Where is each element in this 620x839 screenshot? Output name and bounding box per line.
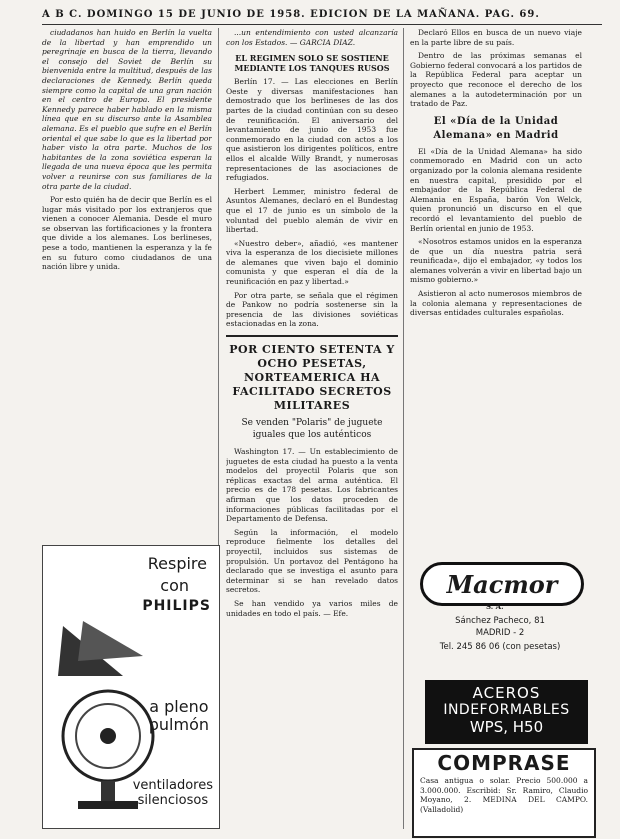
aceros-line-2: INDEFORMABLES bbox=[443, 702, 570, 718]
macmor-city: MADRID - 2 bbox=[475, 628, 525, 638]
ad-line-pleno-b: pulmón bbox=[148, 715, 209, 734]
divider bbox=[226, 335, 398, 337]
macmor-advertisement bbox=[410, 562, 590, 674]
macmor-logo: Macmor bbox=[420, 562, 584, 606]
comprase-advertisement bbox=[412, 748, 596, 838]
article-paragraph: Berlín 17. — Las elecciones en Berlín Oeste y diversas manifestaciones han demostrado que los berlineses de las dos partes de la ciudad continúan con su deseo de reunificación. El aniversario del levantamiento de junio de 1953 fue conmemorado en la ciudad con actos a los que asistieron los dirigentes políticos, entre ellos el alcalde Willy Brandt, y numerosas representaciones de las asociaciones de refugiados. bbox=[226, 77, 398, 183]
macmor-sa: S. A. bbox=[486, 602, 504, 611]
article-paragraph: Se han vendido ya varios miles de unidades en todo el país. — Efe. bbox=[226, 598, 398, 618]
article-paragraph: «Nosotros estamos unidos en la esperanza de que un día nuestra patria será reunificada», dijo el embajador, «y todos los alemanes volverán a vivir en libertad bajo un mismo gobierno.» bbox=[410, 237, 582, 285]
headline-dia-unidad: El «Día de la Unidad Alemana» en Madrid bbox=[433, 115, 559, 141]
article-paragraph: Asistieron al acto numerosos miembros de la colonia alemana y representaciones de diversas entidades culturales españolas. bbox=[410, 289, 582, 318]
headline-polaris: POR CIENTO SETENTA Y OCHO PESETAS, NORTEAMERICA HA FACILITADO SECRETOS MILITARES bbox=[229, 343, 395, 413]
ad-line-ventiladores bbox=[133, 778, 213, 808]
comprase-body: Casa antigua o solar. Precio 500.000 a 3.000.000. Escribid: Sr. Ramiro, Claudio Moyano, 2. MEDINA DEL CAMPO. (Valladolid) bbox=[420, 776, 588, 814]
macmor-address: Sánchez Pacheco, 81 bbox=[455, 616, 545, 626]
aceros-line-1: ACEROS bbox=[472, 684, 541, 702]
article-italic-text: ciudadanos han huido en Berlín la vuelta de la libertad y han emprendido un peregrinaje en busca de la tierra, llevando el consejo del Soviet de Berlín su bienvenida entre la multitud, después de las declaraciones de Kennedy. Berlín queda siempre como la capital de una gran nación en el centro de Europa. El presidente Kennedy parece haber hablado en la misma línea que en su discurso ante la Asamblea alemana. Es el pueblo que sufre en el Berlín oriental el que sabe lo que es la libertad por haber visto la otra parte. Muchos de los habitantes de la zona soviética esperan la llegada de una nueva época que les permita volver a reunirse con sus familiares de la otra parte de la ciudad. bbox=[42, 28, 212, 191]
aceros-line-3: WPS, H50 bbox=[469, 718, 544, 736]
column-1 bbox=[42, 28, 212, 539]
article-paragraph: Dentro de las próximas semanas el Gobierno federal convocará a los partidos de la República Federal para aceptar un proyecto que reconoce el derecho de los alemanes a la autodeterminación por un tratado de Paz. bbox=[410, 51, 582, 109]
article-italic-text: ...un entendimiento con usted alcanzaría con los Estados. — GARCIA DIAZ. bbox=[226, 28, 398, 47]
subheadline-polaris: Se venden "Polaris" de juguete iguales que los auténticos bbox=[241, 418, 383, 441]
headline-regimen: EL REGIMEN SOLO SE SOSTIENE MEDIANTE LOS TANQUES RUSOS bbox=[234, 53, 390, 74]
article-paragraph: El «Día de la Unidad Alemana» ha sido conmemorado en Madrid con un acto organizado por la colonia alemana residente en nuestra capital, presidido por el embajador de la República Federal de Alemania en España, barón Von Welck, quien pronunció un discurso en el que recordó el levantamiento del pueblo de Berlín oriental en junio de 1953. bbox=[410, 146, 582, 233]
article-paragraph: Según la información, el modelo reproduce fielmente los detalles del proyectil, incluidos sus sistemas de propulsión. Un portavoz del Pentágono ha declarado que se investiga el asunto para determinar si se han revelado datos secretos. bbox=[226, 527, 398, 595]
page-header: A B C. DOMINGO 15 DE JUNIO DE 1958. EDICION DE LA MAÑANA. PAG. 69. bbox=[42, 6, 602, 25]
ad-line-ventiladores-b: silenciosos bbox=[137, 793, 209, 808]
column-2 bbox=[226, 28, 398, 829]
ad-line-respire: Respire bbox=[147, 554, 207, 573]
article-paragraph: Por otra parte, se señala que el régimen de Pankow no podría sostenerse sin la presencia de las divisiones soviéticas estacionadas en la zona. bbox=[226, 290, 398, 329]
column-3 bbox=[410, 28, 582, 554]
article-paragraph: «Nuestro deber», añadió, «es mantener viva la esperanza de los diecisiete millones de alemanes que viven bajo el dominio comunista y que esperan el día de la reunificación en paz y libertad.» bbox=[226, 238, 398, 287]
article-paragraph: Por esto quién ha de decir que Berlín es el lugar más visitado por los extranjeros que vienen a conocer Alemania. Desde el muro se observan las fortificaciones y la frontera que divide a los alemanes. Los berlineses, pese a todo, mantienen la esperanza y la fe en su futuro como ciudadanos de una nación libre y unida. bbox=[42, 195, 212, 272]
comprase-title: COMPRASE bbox=[437, 751, 571, 775]
aceros-advertisement bbox=[425, 680, 588, 744]
article-paragraph: Washington 17. — Un establecimiento de juguetes de esta ciudad ha puesto a la venta modelos del proyectil Polaris que son réplicas exactas del arma auténtica. El precio es de 178 pesetas. Los fabricantes afirman que los datos proceden de informaciones públicas facilitadas por el Departamento de Defensa. bbox=[226, 447, 398, 524]
ad-line-con: con bbox=[160, 576, 189, 595]
article-paragraph: Declaró Ellos en busca de un nuevo viaje en la parte libre de su país. bbox=[410, 28, 582, 47]
ad-line-pleno bbox=[149, 698, 209, 734]
macmor-phone: Tel. 245 86 06 (con pesetas) bbox=[439, 642, 561, 652]
column-rule bbox=[403, 28, 404, 829]
philips-advertisement bbox=[42, 545, 220, 829]
ad-brand-philips: PHILIPS bbox=[142, 598, 211, 614]
article-paragraph: Herbert Lemmer, ministro federal de Asuntos Alemanes, declaró en el Bundestag que el 17 de junio es un símbolo de la voluntad del pueblo alemán de vivir en libertad. bbox=[226, 186, 398, 235]
ad-line-ventiladores-a: ventiladores bbox=[132, 778, 213, 793]
ad-line-pleno-a: a pleno bbox=[149, 697, 209, 716]
